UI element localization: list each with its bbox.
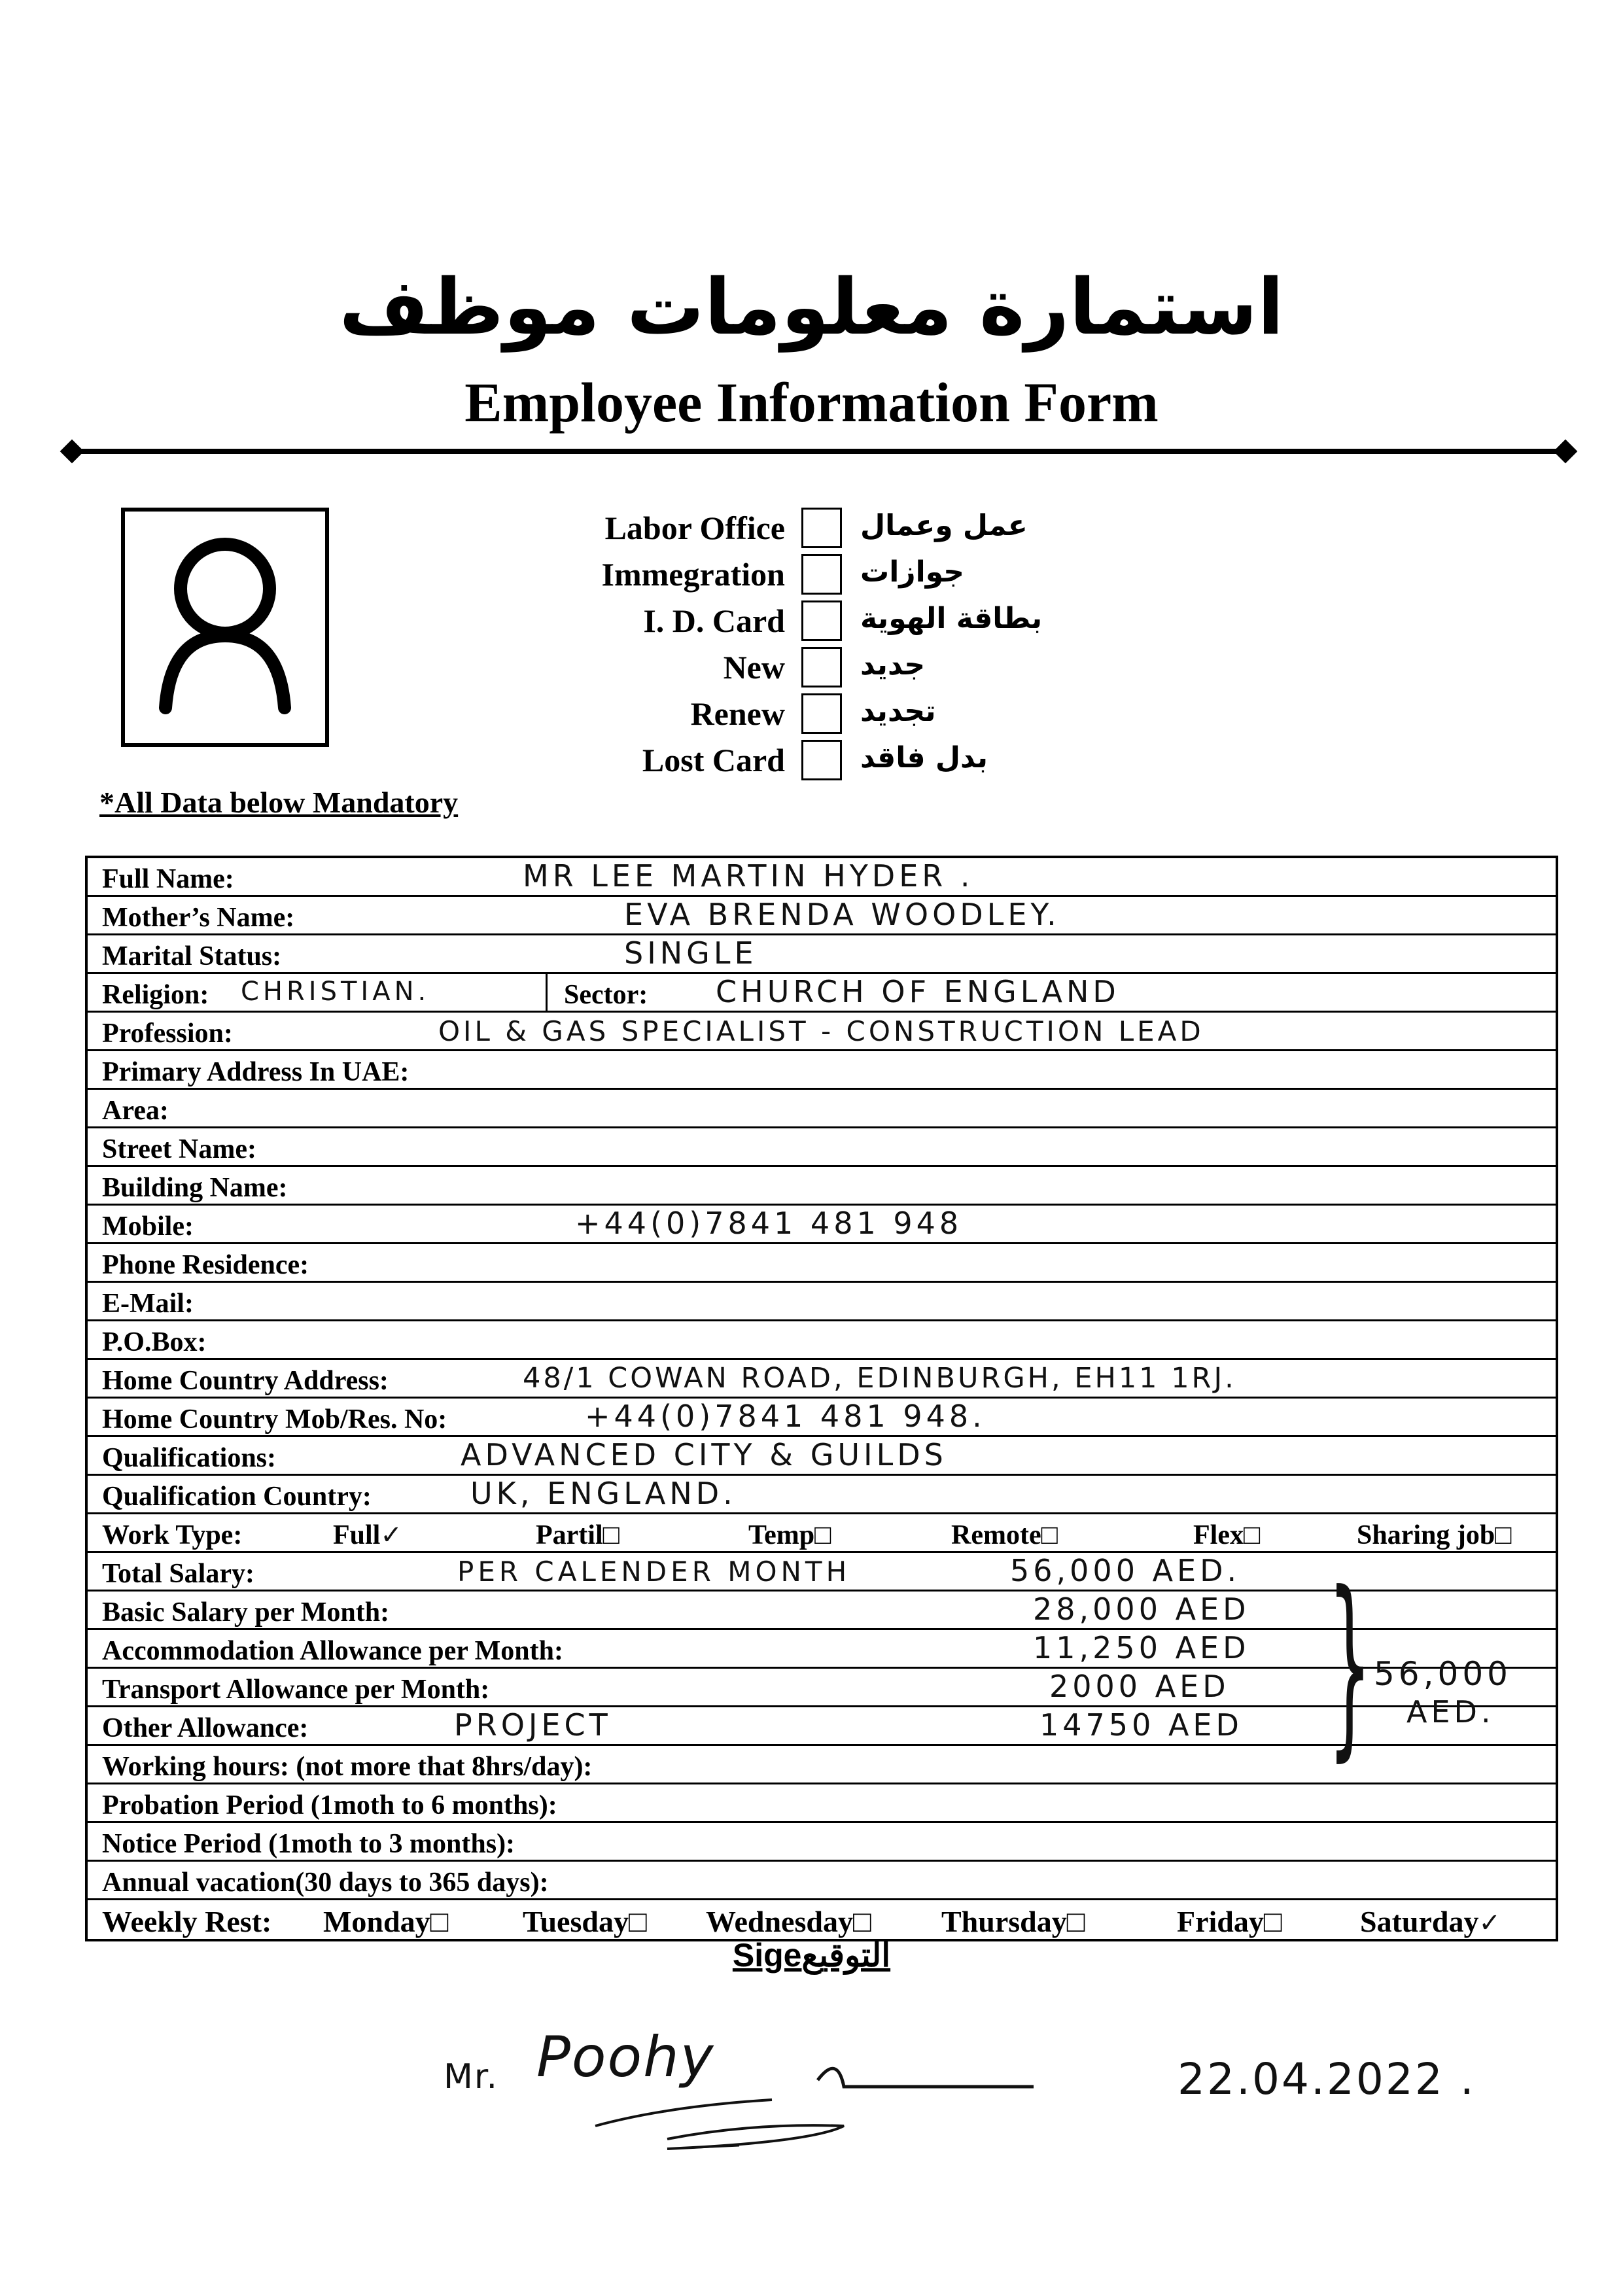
- area-label: Area:: [102, 1096, 169, 1126]
- weekly-rest-monday[interactable]: Monday□: [323, 1905, 449, 1938]
- qualifications-label: Qualifications:: [102, 1443, 277, 1473]
- row-mothers-name: [88, 897, 1556, 935]
- work-type-label: Work Type:: [102, 1520, 243, 1550]
- employee-form-table: [85, 856, 1558, 1941]
- signature-name: Poohy: [536, 2025, 715, 2090]
- other-allowance-label: Other Allowance:: [102, 1713, 309, 1743]
- po-box-label: P.O.Box:: [102, 1327, 207, 1357]
- row-marital-status: [88, 935, 1556, 974]
- work-type-full[interactable]: Full✓: [333, 1520, 402, 1550]
- other-allowance-note[interactable]: PROJECT: [454, 1707, 612, 1743]
- title-arabic: استمارة معلومات موظف: [339, 262, 1284, 352]
- option-immigration-checkbox[interactable]: [801, 554, 842, 595]
- basic-salary-value[interactable]: 28,000 AED: [1033, 1592, 1250, 1627]
- option-renew-label: Renew: [690, 695, 785, 732]
- home-mobile-value[interactable]: +44(0)7841 481 948.: [585, 1399, 986, 1434]
- sector-value[interactable]: CHURCH OF ENGLAND: [716, 974, 1120, 1009]
- transport-value[interactable]: 2000 AED: [1049, 1669, 1230, 1704]
- qualifications-value[interactable]: ADVANCED CITY & GUILDS: [461, 1437, 947, 1472]
- total-salary-note[interactable]: PER CALENDER MONTH: [457, 1556, 851, 1588]
- row-building-name: [88, 1167, 1556, 1206]
- profession-value[interactable]: OIL & GAS SPECIALIST - CONSTRUCTION LEAD: [438, 1015, 1204, 1047]
- row-work-type: [88, 1514, 1556, 1553]
- row-profession: [88, 1013, 1556, 1051]
- divider-diamond-left: [60, 440, 84, 464]
- home-address-label: Home Country Address:: [102, 1366, 389, 1396]
- weekly-rest-saturday[interactable]: Saturday✓: [1360, 1905, 1501, 1938]
- option-lost-card-arabic: بدل فاقد: [860, 741, 988, 774]
- option-labor-office-checkbox[interactable]: [801, 508, 842, 548]
- weekly-rest-thursday[interactable]: Thursday□: [941, 1905, 1085, 1938]
- weekly-rest-friday[interactable]: Friday□: [1177, 1905, 1282, 1938]
- option-new-label: New: [723, 649, 785, 686]
- divider-diamond-right: [1554, 440, 1578, 464]
- other-allowance-value[interactable]: 14750 AED: [1039, 1707, 1243, 1743]
- option-lost-card-checkbox[interactable]: [801, 740, 842, 780]
- option-new-checkbox[interactable]: [801, 647, 842, 687]
- option-labor-office-label: Labor Office: [604, 510, 785, 546]
- salary-sum-unit: AED.: [1406, 1694, 1495, 1730]
- signature-heading: Sigeالتوقيع: [732, 1937, 891, 1974]
- mothers-name-value[interactable]: EVA BRENDA WOODLEY.: [624, 897, 1060, 932]
- title-english: Employee Information Form: [464, 371, 1159, 434]
- total-salary-value[interactable]: 56,000 AED.: [1010, 1553, 1241, 1588]
- option-labor-office-arabic: عمل وعمال: [860, 509, 1028, 542]
- religion-value[interactable]: CHRISTIAN.: [241, 977, 430, 1007]
- mobile-label: Mobile:: [102, 1211, 194, 1242]
- street-name-label: Street Name:: [102, 1134, 256, 1164]
- row-home-address: [88, 1360, 1556, 1399]
- row-qualifications: [88, 1437, 1556, 1476]
- work-type-partial[interactable]: Partil□: [536, 1520, 620, 1550]
- header-divider: [72, 449, 1565, 454]
- mothers-name-label: Mother’s Name:: [102, 903, 295, 933]
- sector-label: Sector:: [564, 980, 648, 1010]
- work-type-flex[interactable]: Flex□: [1193, 1520, 1261, 1550]
- option-immigration-arabic: جوازات: [860, 555, 965, 589]
- vacation-label: Annual vacation(30 days to 365 days):: [102, 1868, 549, 1898]
- notice-label: Notice Period (1moth to 3 months):: [102, 1829, 515, 1859]
- transport-label: Transport Allowance per Month:: [102, 1675, 490, 1705]
- row-area: [88, 1090, 1556, 1128]
- option-immigration-label: Immegration: [601, 556, 785, 593]
- qualification-country-label: Qualification Country:: [102, 1482, 372, 1512]
- religion-label: Religion:: [102, 980, 209, 1010]
- working-hours-label: Working hours: (not more that 8hrs/day):: [102, 1752, 593, 1782]
- row-phone-residence: [88, 1244, 1556, 1283]
- full-name-value[interactable]: MR LEE MARTIN HYDER .: [523, 858, 974, 894]
- accommodation-value[interactable]: 11,250 AED: [1033, 1630, 1250, 1665]
- work-type-sharing-job[interactable]: Sharing job□: [1357, 1520, 1512, 1550]
- row-po-box: [88, 1321, 1556, 1360]
- work-type-full-checkmark: ✓: [380, 1520, 402, 1550]
- row-weekly-rest: [88, 1900, 1556, 1939]
- accommodation-label: Accommodation Allowance per Month:: [102, 1636, 563, 1666]
- profession-label: Profession:: [102, 1018, 233, 1049]
- mandatory-note: *All Data below Mandatory: [99, 786, 459, 819]
- row-street-name: [88, 1128, 1556, 1167]
- probation-label: Probation Period (1moth to 6 months):: [102, 1790, 557, 1820]
- home-address-value[interactable]: 48/1 COWAN ROAD, EDINBURGH, EH11 1RJ.: [523, 1362, 1236, 1395]
- marital-status-value[interactable]: SINGLE: [624, 935, 758, 971]
- total-salary-label: Total Salary:: [102, 1559, 254, 1589]
- row-notice: [88, 1823, 1556, 1862]
- row-primary-address: [88, 1051, 1556, 1090]
- building-name-label: Building Name:: [102, 1173, 288, 1203]
- signature-scribble: [536, 2015, 1060, 2165]
- option-id-card-label: I. D. Card: [643, 602, 785, 639]
- weekly-rest-wednesday[interactable]: Wednesday□: [706, 1905, 871, 1938]
- work-type-temp[interactable]: Temp□: [748, 1520, 831, 1550]
- primary-address-label: Primary Address In UAE:: [102, 1057, 410, 1087]
- weekly-rest-label: Weekly Rest:: [102, 1905, 272, 1938]
- full-name-label: Full Name:: [102, 864, 234, 894]
- email-label: E-Mail:: [102, 1289, 194, 1319]
- option-id-card-checkbox[interactable]: [801, 600, 842, 641]
- signature-title: Mr.: [444, 2057, 498, 2096]
- row-email: [88, 1283, 1556, 1321]
- option-new-arabic: جديد: [860, 648, 926, 682]
- row-vacation: [88, 1862, 1556, 1900]
- marital-status-label: Marital Status:: [102, 941, 282, 971]
- qualification-country-value[interactable]: UK, ENGLAND.: [470, 1476, 737, 1511]
- weekly-rest-tuesday[interactable]: Tuesday□: [523, 1905, 647, 1938]
- option-id-card-arabic: بطاقة الهوية: [860, 602, 1043, 635]
- signature-date: 22.04.2022 .: [1178, 2054, 1476, 2104]
- religion-sector-divider: [546, 974, 548, 1011]
- salary-bracket: }: [1328, 1550, 1372, 1779]
- mobile-value[interactable]: +44(0)7841 481 948: [575, 1206, 963, 1241]
- basic-salary-label: Basic Salary per Month:: [102, 1597, 390, 1627]
- work-type-remote[interactable]: Remote□: [951, 1520, 1058, 1550]
- row-mobile: [88, 1206, 1556, 1244]
- option-renew-arabic: تجديد: [860, 695, 936, 728]
- row-qualification-country: [88, 1476, 1556, 1514]
- phone-residence-label: Phone Residence:: [102, 1250, 309, 1280]
- option-lost-card-label: Lost Card: [642, 742, 785, 778]
- home-mobile-label: Home Country Mob/Res. No:: [102, 1404, 447, 1435]
- weekly-rest-saturday-checkmark: ✓: [1478, 1908, 1501, 1938]
- salary-sum-total: 56,000: [1374, 1655, 1512, 1693]
- option-renew-checkbox[interactable]: [801, 693, 842, 734]
- row-home-mobile: [88, 1399, 1556, 1437]
- row-full-name: [88, 858, 1556, 897]
- row-religion-sector: [88, 974, 1556, 1013]
- row-probation: [88, 1784, 1556, 1823]
